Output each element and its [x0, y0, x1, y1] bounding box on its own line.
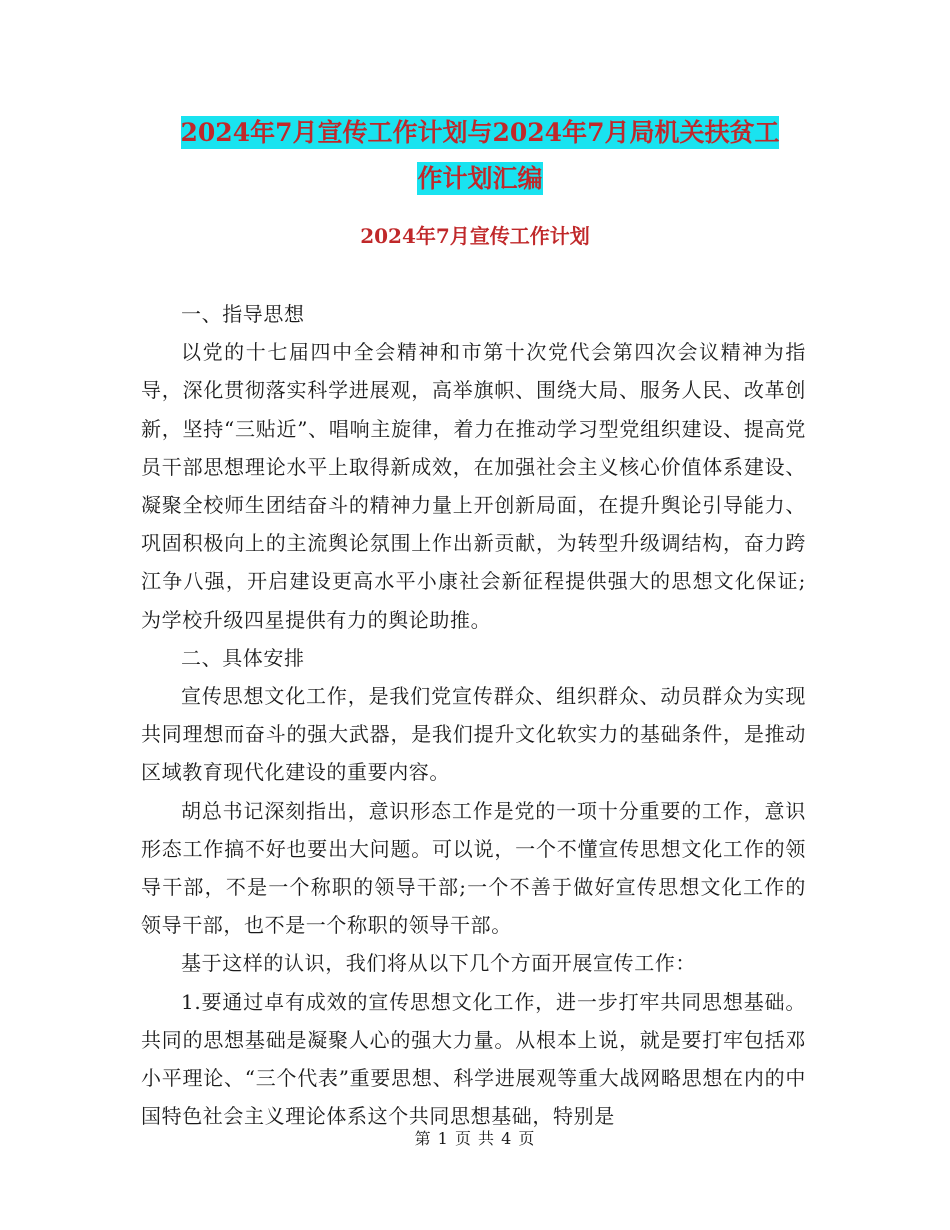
paragraph-based-on-understanding: 基于这样的认识，我们将从以下几个方面开展宣传工作：	[181, 951, 696, 976]
document-title	[140, 110, 820, 202]
heading-specific-arrangements: 二、具体安排	[181, 645, 305, 670]
paragraph-ideology-work: 胡总书记深刻指出，意识形态工作是党的一项十分重要的工作，意识形态工作搞不好也要出大问题。可以说，一个不懂宣传思想文化工作的领导干部，不是一个称职的领导干部;一个不善于做好宣传思想文化工作的领导干部，也不是一个称职的领导干部。	[141, 798, 806, 938]
section-title: 2024年7月宣传工作计划	[360, 224, 590, 248]
document-body	[141, 295, 806, 1135]
heading-guiding-thought: 一、指导思想	[181, 302, 305, 326]
document-title-line1: 2024年7月宣传工作计划与2024年7月局机关扶贫工	[180, 118, 780, 147]
paragraph-guiding-thought: 以党的十七届四中全会精神和市第十次党代会第四次会议精神为指导，深化贯彻落实科学进展观，高举旗帜、围绕大局、服务人民、改革创新，坚持“三贴近”、唱响主旋律，着力在推动学习型党组织建设、提高党员干部思想理论水平上取得新成效，在加强社会主义核心价值体系建设、凝聚全校师生团结奋斗的精神力量上开创新局面，在提升舆论引导能力、巩固积极向上的主流舆论氛围上作出新贡献，为转型升级调结构，奋力跨江争八强，开启建设更高水平小康社会新征程提供强大的思想文化保证;为学校升级四星提供有力的舆论助推。	[141, 340, 806, 632]
paragraph-item-1: 1.要通过卓有成效的宣传思想文化工作，进一步打牢共同思想基础。共同的思想基础是凝聚人心的强大力量。从根本上说，就是要打牢包括邓小平理论、“三个代表”重要思想、科学进展观等重大战网略思想在内的中国特色社会主义理论体系这个共同思想基础，特别是	[141, 989, 806, 1129]
document-title-line2: 作计划汇编	[417, 164, 543, 193]
paragraph-propaganda-work: 宣传思想文化工作，是我们党宣传群众、组织群众、动员群众为实现共同理想而奋斗的强大武器，是我们提升文化软实力的基础条件，是推动区域教育现代化建设的重要内容。	[141, 684, 806, 785]
page-footer: 第 1 页 共 4 页	[414, 1129, 536, 1148]
